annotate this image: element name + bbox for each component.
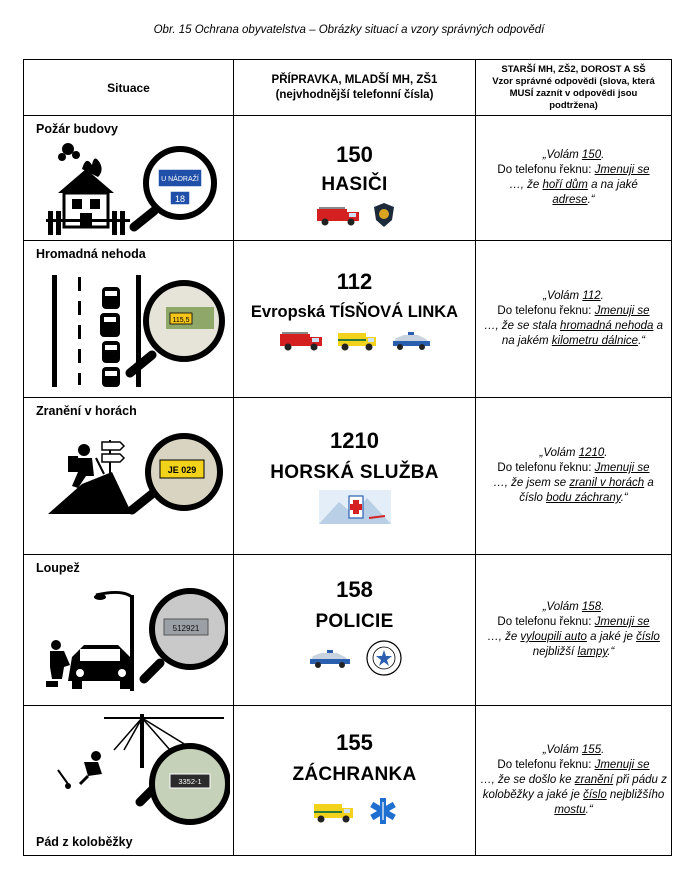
table-row xyxy=(24,116,672,241)
km-sign-text: 115,5 xyxy=(172,317,190,324)
lamp-number-text: 512921 xyxy=(172,624,200,633)
ambulance-icon xyxy=(336,328,378,352)
situation-title: Zranění v horách xyxy=(36,404,137,418)
service-cell xyxy=(234,398,476,555)
service-name: Evropská TÍSŇOVÁ LINKA xyxy=(250,303,459,321)
header-answer xyxy=(476,60,672,116)
service-name: HASIČI xyxy=(321,174,388,195)
car-robbery-scene-icon xyxy=(40,581,228,703)
table-header-row xyxy=(24,60,672,116)
answer-cell xyxy=(476,398,672,555)
scooter-fall-scene-icon xyxy=(44,710,230,830)
service-icons xyxy=(234,202,475,228)
header-numbers-line2: (nejvhodnější telefonní čísla) xyxy=(275,88,434,101)
situation-title: Pád z koloběžky xyxy=(36,835,133,849)
street-sign-text: U NÁDRAŽÍ xyxy=(161,176,199,183)
situation-title: Požár budovy xyxy=(36,122,118,136)
rescue-point-text: JE 029 xyxy=(167,465,197,475)
header-answer-line3: MUSÍ zaznít v odpovědi jsou xyxy=(509,87,638,99)
police-car-icon xyxy=(390,329,432,351)
service-name: HORSKÁ SLUŽBA xyxy=(270,462,439,483)
emergency-number: 150 xyxy=(336,142,373,167)
bridge-number-text: 3352-1 xyxy=(178,777,202,786)
service-icons xyxy=(234,796,475,826)
highway-crash-scene-icon xyxy=(38,269,228,395)
service-icons xyxy=(234,639,475,677)
service-cell xyxy=(234,116,476,241)
table-row xyxy=(24,241,672,398)
table-row xyxy=(24,706,672,856)
header-answer-line4: podtržena) xyxy=(549,99,598,111)
header-numbers-line1: PŘÍPRAVKA, MLADŠÍ MH, ZŠ1 xyxy=(271,73,438,86)
mountain-rescue-icon xyxy=(319,490,391,524)
answer-text: „Volám 158. Do telefonu řeknu: Jmenuji se …, že vyloupili auto a jaké je číslo nejbližší lampy.“ xyxy=(487,601,660,658)
situation-cell xyxy=(24,555,234,706)
header-numbers xyxy=(234,60,476,116)
table-row xyxy=(24,555,672,706)
fire-truck-icon xyxy=(315,203,361,227)
situation-title: Loupež xyxy=(36,561,80,575)
service-name: ZÁCHRANKA xyxy=(292,764,417,785)
situation-title: Hromadná nehoda xyxy=(36,247,146,261)
house-fire-scene-icon xyxy=(42,141,227,241)
police-car-icon xyxy=(307,647,353,669)
situation-cell xyxy=(24,706,234,856)
table-row xyxy=(24,398,672,555)
situation-cell xyxy=(24,398,234,555)
emergency-number: 112 xyxy=(336,269,373,294)
police-badge-icon xyxy=(365,639,403,677)
emergency-number: 1210 xyxy=(330,428,379,453)
situations-table xyxy=(23,59,672,856)
mountain-injury-scene-icon xyxy=(42,424,227,550)
answer-text: „Volám 150. Do telefonu řeknu: Jmenuji se …, že hoří dům a na jaké adrese.“ xyxy=(497,149,650,206)
answer-text: „Volám 155. Do telefonu řeknu: Jmenuji se …, že se došlo ke zranění při pádu z koloběžky a jaké je číslo nejbližšího mostu.“ xyxy=(480,744,667,816)
emergency-number: 155 xyxy=(336,730,373,755)
answer-text: „Volám 1210. Do telefonu řeknu: Jmenuji se …, že jsem se zranil v horách a číslo bodu záchrany.“ xyxy=(493,447,654,504)
fire-truck-icon xyxy=(278,328,324,352)
service-icons xyxy=(234,328,475,352)
answer-cell xyxy=(476,116,672,241)
answer-text: „Volám 112. Do telefonu řeknu: Jmenuji se …, že se stala hromadná nehoda a na jakém kilometru dálnice.“ xyxy=(483,290,663,347)
house-number-text: 18 xyxy=(174,194,186,204)
answer-cell xyxy=(476,706,672,856)
firefighter-badge-icon xyxy=(373,202,395,228)
service-cell xyxy=(234,241,476,398)
figure-caption: Obr. 15 Ochrana obyvatelstva – Obrázky situací a vzory správných odpovědí xyxy=(153,24,545,36)
header-answer-line1: STARŠÍ MH, ZŠ2, DOROST A SŠ xyxy=(501,63,646,75)
service-cell xyxy=(234,706,476,856)
situation-cell xyxy=(24,116,234,241)
star-of-life-icon xyxy=(368,796,398,826)
situation-cell xyxy=(24,241,234,398)
service-name: POLICIE xyxy=(315,611,394,632)
service-icons xyxy=(234,490,475,524)
answer-cell xyxy=(476,241,672,398)
header-situation: Situace xyxy=(24,60,234,116)
answer-cell xyxy=(476,555,672,706)
emergency-number: 158 xyxy=(336,577,373,602)
header-answer-line2: Vzor správné odpovědi (slova, která xyxy=(492,75,655,87)
service-cell xyxy=(234,555,476,706)
ambulance-icon xyxy=(312,798,356,824)
